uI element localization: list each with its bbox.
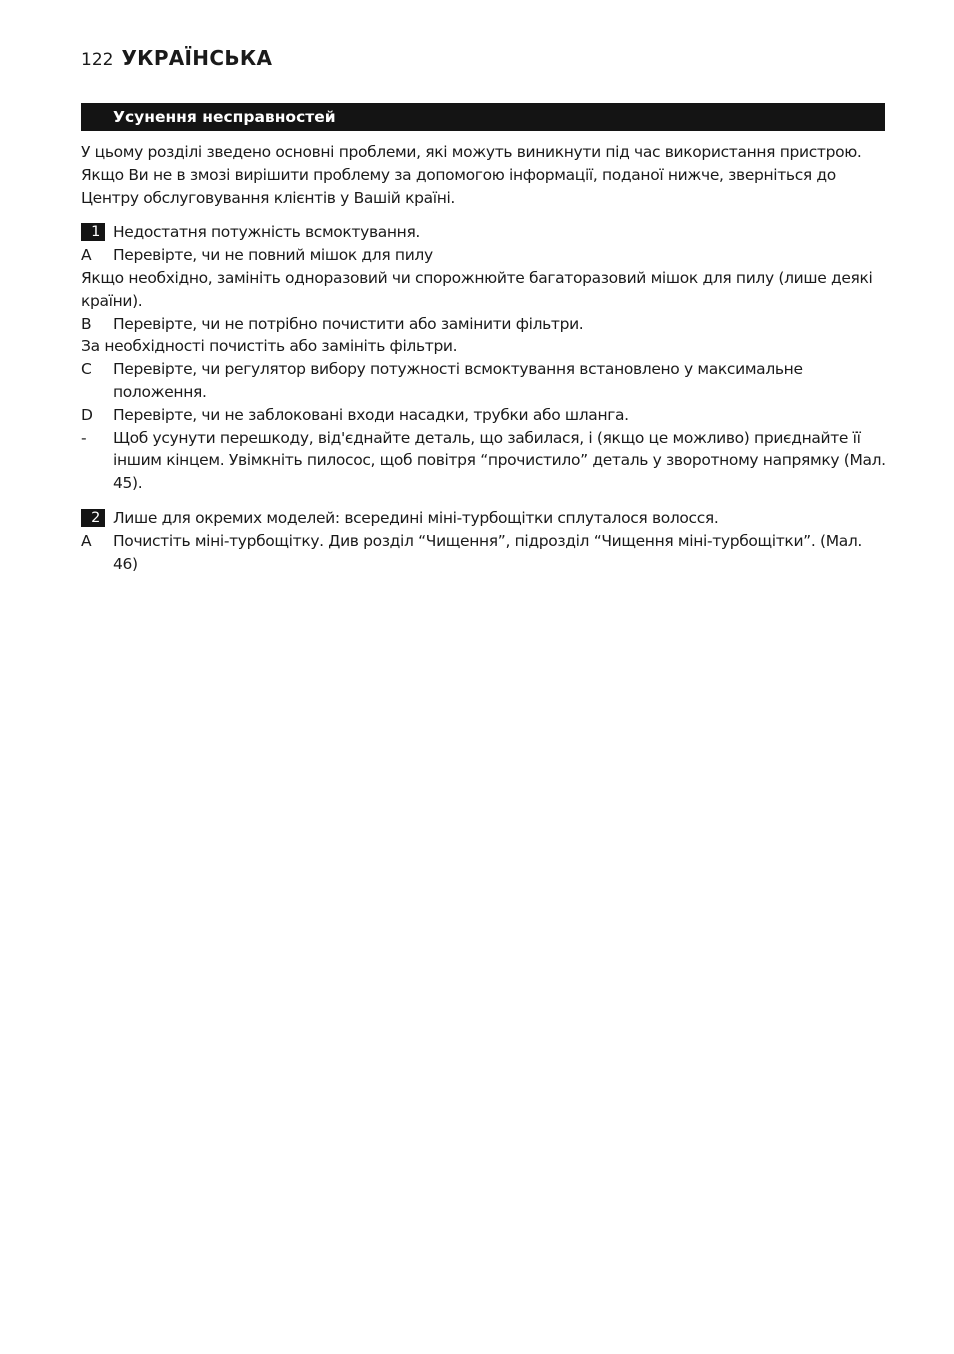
step-marker: C bbox=[81, 360, 92, 379]
page-language-title: УКРАЇНСЬКА bbox=[121, 46, 273, 70]
step-marker: A bbox=[81, 531, 92, 550]
step-item bbox=[81, 404, 891, 427]
section-title-bar bbox=[81, 103, 885, 131]
spacer bbox=[81, 495, 891, 507]
step-text: Почистіть міні-турбощітку. Див розділ “Чищення”, підрозділ “Чищення міні-турбощітки”. (Мал. 46) bbox=[113, 531, 863, 573]
problem-title: Недостатня потужність всмоктування. bbox=[113, 223, 420, 242]
problem-title: Лише для окремих моделей: всередині міні-турбощітки сплуталося волосся. bbox=[113, 508, 719, 527]
step-text: Щоб усунути перешкоду, від'єднайте деталь, що забилася, і (якщо це можливо) приєднайте її іншим кінцем. Увімкніть пилосос, щоб повітря “прочистило” деталь у зворотному напрямку (Мал. 45). bbox=[113, 428, 886, 493]
problem-number-badge: 2 bbox=[81, 509, 105, 527]
step-item bbox=[81, 427, 891, 495]
step-marker: D bbox=[81, 405, 93, 424]
step-text: Перевірте, чи не заблоковані входи насадки, трубки або шланга. bbox=[113, 405, 629, 424]
intro-paragraph: У цьому розділі зведено основні проблеми, які можуть виникнути під час використання пристрою. Якщо Ви не в змозі вирішити проблему за допомогою інформації, поданої нижче, зверніться до Центру обслуговування клієнтів у Вашій країні. bbox=[81, 143, 862, 207]
step-item bbox=[81, 358, 891, 404]
step-marker: B bbox=[81, 314, 92, 333]
problem-number-badge: 1 bbox=[81, 223, 105, 241]
step-item bbox=[81, 313, 891, 336]
step-item bbox=[81, 244, 891, 267]
problem-2-heading bbox=[81, 507, 891, 530]
section-title: Усунення несправностей bbox=[113, 108, 336, 126]
step-note: За необхідності почистіть або замініть фільтри. bbox=[81, 337, 458, 356]
problem-1-heading bbox=[81, 221, 891, 244]
step-item bbox=[81, 530, 891, 576]
page-header bbox=[81, 46, 272, 70]
step-text: Перевірте, чи не повний мішок для пилу bbox=[113, 246, 433, 265]
step-marker: A bbox=[81, 246, 92, 265]
page-number: 122 bbox=[81, 50, 114, 70]
step-text: Перевірте, чи регулятор вибору потужності всмоктування встановлено у максимальне положення. bbox=[113, 360, 803, 401]
step-marker: - bbox=[81, 428, 87, 447]
step-text: Перевірте, чи не потрібно почистити або замінити фільтри. bbox=[113, 314, 584, 333]
content bbox=[81, 141, 891, 575]
step-note: Якщо необхідно, замініть одноразовий чи спорожнюйте багаторазовий мішок для пилу (лише деякі країни). bbox=[81, 268, 873, 310]
